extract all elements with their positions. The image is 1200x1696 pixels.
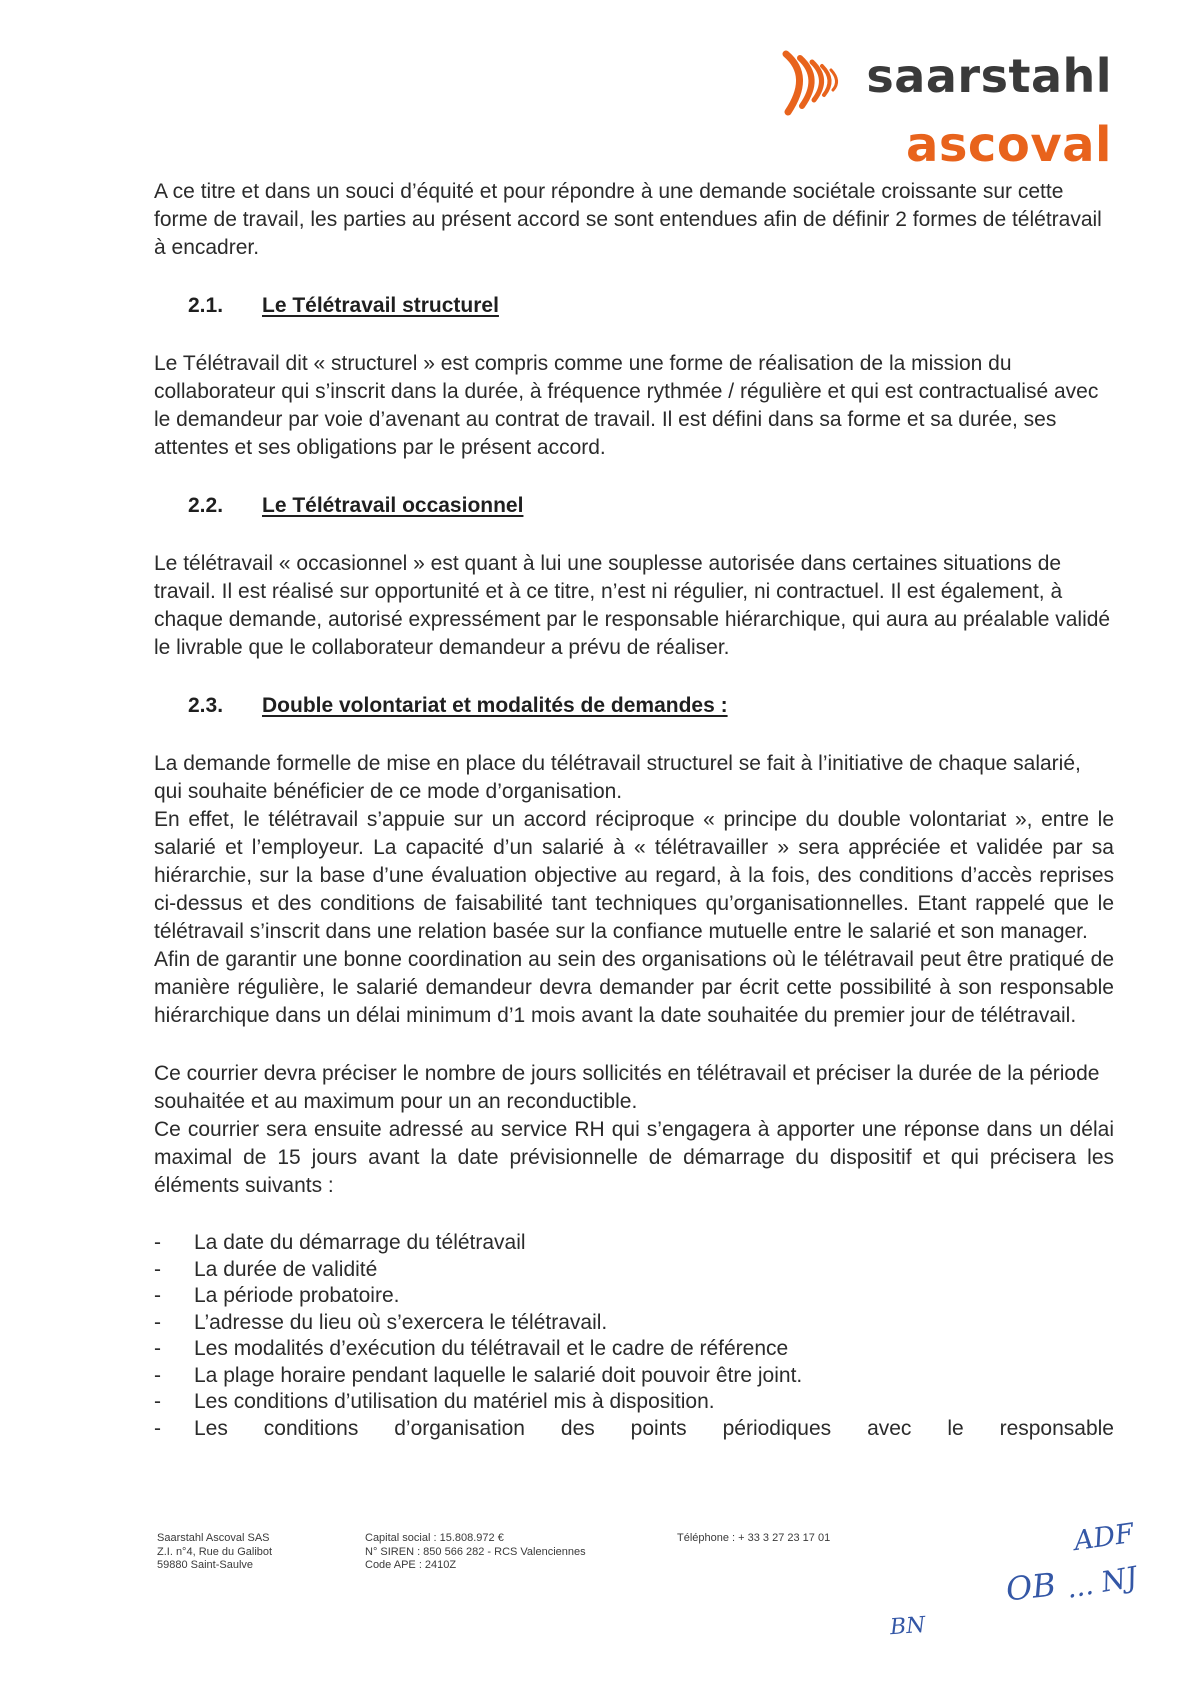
list-item: - La période probatoire.: [154, 1284, 400, 1307]
section-number: 2.3.: [188, 694, 224, 717]
list-item: - Les modalités d’exécution du télétravail et le cadre de référence: [154, 1337, 789, 1360]
paragraph-demande: La demande formelle de mise en place du télétravail structurel se fait à l’initiative de chaque salarié, qui souhaite bénéficier de ce mode d’organisation.: [154, 752, 1081, 803]
company-logo: [782, 46, 1112, 181]
list-item: - L’adresse du lieu où s’exercera le télétravail.: [154, 1310, 608, 1334]
section-title: Le Télétravail occasionnel: [262, 494, 524, 517]
section-number: 2.2.: [188, 494, 224, 517]
list-item: - La durée de validité: [154, 1257, 378, 1281]
list-item: - Les conditions d’utilisation du matériel mis à disposition.: [154, 1390, 715, 1413]
footer-legal: Capital social : 15.808.972 € N° SIREN : 850 566 282 - RCS Valenciennes Code APE : 2410Z: [365, 1532, 586, 1571]
paragraph-occasionnel: Le télétravail « occasionnel » est quant à lui une souplesse autorisée dans certaines situations de travail. Il est réalisé sur opportunité et à ce titre, n’est ni régulier, ni contractuel. Il est également, à chaque demande, autorisé expressément par le responsable hiérarchique, qui aura au préalable validé le livrable que le collaborateur demandeur a prévu de réaliser.: [154, 552, 1111, 659]
logo-ascoval-text: ascoval: [905, 117, 1112, 173]
elements-list: [154, 1230, 1114, 1442]
section-heading-2-1: [188, 292, 1114, 320]
paragraph-courrier: Ce courrier devra préciser le nombre de jours sollicités en télétravail et préciser la durée de la période souhaitée et au maximum pour un an reconductible.: [154, 1062, 1100, 1113]
document-body: [154, 178, 1114, 1442]
section-heading-2-3: [188, 692, 1114, 720]
handwritten-initials-ob: OB: [1004, 1565, 1058, 1609]
handwritten-initials-bn: BN: [889, 1612, 927, 1641]
section-number: 2.1.: [188, 294, 224, 317]
handwritten-initials-nj: ... NJ: [1063, 1560, 1140, 1605]
footer-company: Saarstahl Ascoval SAS Z.I. n°4, Rue du Galibot 59880 Saint-Saulve: [157, 1532, 273, 1571]
footer-phone: Téléphone : + 33 3 27 23 17 01: [677, 1532, 831, 1544]
section-title: Double volontariat et modalités de demandes :: [262, 694, 728, 717]
waves-logo-icon: [782, 48, 852, 118]
section-heading-2-2: [188, 492, 1114, 520]
paragraph-service-rh: Ce courrier sera ensuite adressé au service RH qui s’engagera à apporter une réponse dans un délai maximal de 15 jours avant la date prévisionnelle de démarrage du dispositif et qui précisera les éléments suivants :: [154, 1118, 1114, 1197]
handwritten-initials-adf: ADF: [1072, 1517, 1136, 1558]
paragraph-coordination: Afin de garantir une bonne coordination au sein des organisations où le télétravail peut être pratiqué de manière régulière, le salarié demandeur devra demander par écrit cette possibilité à son responsable hiérarchique dans un délai minimum d’1 mois avant la date souhaitée du premier jour de télétravail.: [154, 948, 1114, 1027]
logo-saarstahl-text: saarstahl: [866, 49, 1112, 103]
paragraph-double-volontariat: En effet, le télétravail s’appuie sur un accord réciproque « principe du double volontariat », entre le salarié et l’employeur. La capacité d’un salarié à « télétravailler » sera appréciée et validée par sa hiérarchie, sur la base d’une évaluation objective au regard, à la fois, des conditions d’accès reprises ci-dessus et des conditions de faisabilité tant techniques qu’organisationnelles. Etant rappelé que le télétravail s’inscrit dans une relation basée sur la confiance mutuelle entre le salarié et son manager.: [154, 808, 1114, 943]
list-item: - La date du démarrage du télétravail: [154, 1231, 526, 1254]
paragraph-structurel: Le Télétravail dit « structurel » est compris comme une forme de réalisation de la mission du collaborateur qui s’inscrit dans la durée, à fréquence rythmée / régulière et qui est contractualisé avec le demandeur par voie d’avenant au contrat de travail. Il est défini dans sa forme et sa durée, ses attentes et ses obligations par le présent accord.: [154, 352, 1099, 459]
list-item: - Les conditions d’organisation des points périodiques avec le responsable: [154, 1416, 1114, 1440]
section-title: Le Télétravail structurel: [262, 294, 499, 317]
list-item: - La plage horaire pendant laquelle le salarié doit pouvoir être joint.: [154, 1363, 803, 1387]
intro-paragraph: A ce titre et dans un souci d’équité et pour répondre à une demande sociétale croissante sur cette forme de travail, les parties au présent accord se sont entendues afin de définir 2 formes de télétravail à encadrer.: [154, 180, 1102, 259]
